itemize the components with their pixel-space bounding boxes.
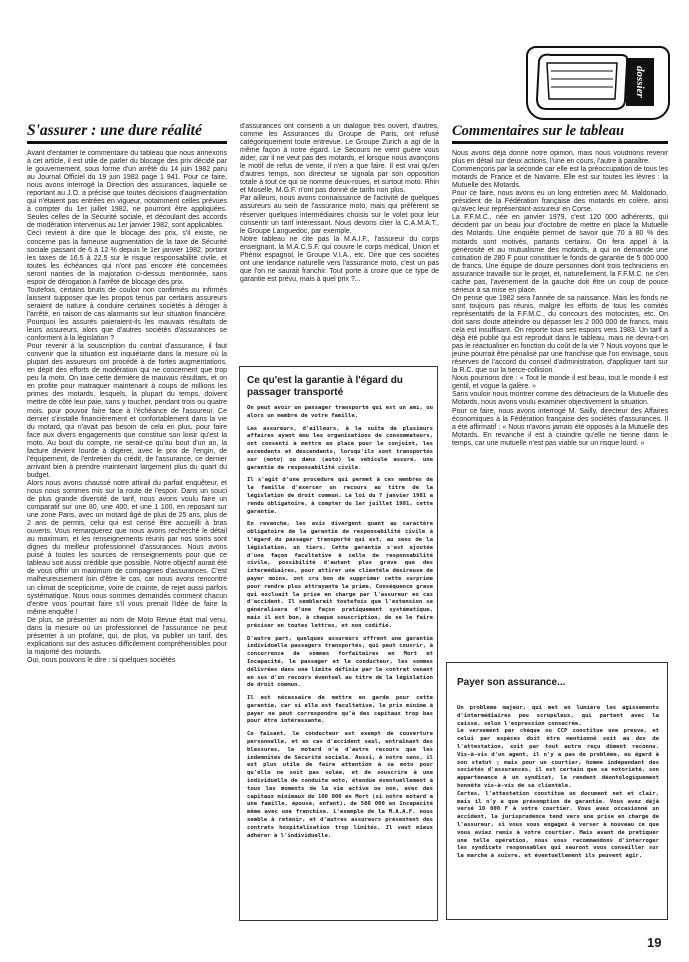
paragraph: De plus, se présenter au nom de Moto Revue était mal venu, dans la mesure où un professionnel de l'assurance ne peut présenter à un profane, qui, de plus, va publier un tarif, des explications sur des astuces difficilement compréhensibles pour la majorité des motards.	[27, 616, 227, 656]
paragraph: Nous pourrions dire : « Tout le monde il est beau, tout le monde il est gentil, et vogue la galère. »	[452, 375, 668, 391]
box-body	[457, 705, 659, 915]
paragraph: d'assurances ont consenti à un dialogue très ouvert, d'autres, comme les Assurances du Groupe de Paris, ont refusé catégoriquement toute entrevue. Le Groupe Zurich a agi de la même façon à notre égard. Le Secours ne vient guère vous aider, car il ne veut pas des motards, et lorsque nous avançons le motif de refus de vente, il n'en a que faire. Il est vrai qu'en d'autres temps, son directeur se signala par son opposition totale à tout ce qui se nomme deux-roues, et surtout moto. Rhin et Moselle, M.G.F. n'ont pas donné de tarifs non plus.	[240, 123, 439, 195]
sidebar-box-passenger-guarantee	[239, 366, 438, 921]
paragraph: Ce faisant, le conducteur est exempt de couverture personnelle, et en cas d'accident seul, entraînant des blessures, le motard n'a d'autre recours que les indemnités de Sécurité sociale. Aussi, à notre sens, il est plus utile de faire attention à sa moto pour qu'elle ne soit pas volée, et de souscrire à une individuelle de conduite moto, étendue éventuellement à tous les moments de la vie active ou non, avec des capitaux minimaux de 100 000 en Mort (si notre motard a une famille, épouse, enfant), de 500 000 en Incapacité même avec une franchise. L'exemple de la M.A.A.F. nous semble à retenir, et d'autres assureurs présentent des contrats hospitalisation trop limités. Il vaut mieux adhérer à l'individuelle.	[247, 731, 433, 839]
paragraph: Alors nous avons chaussé notre attirail du parfait enquêteur, et nous nous sommes mis sur la route de l'espoir. Dans un souci de plus grande diversité de tarif, nous avons voulu faire un comparatif sur une 80, une 400, et une 1 100, en reposant sur une zone Paris, avec un motard âgé de plus de 25 ans, plus de 2 ans de permis, celui qui est censé être accueilli à bras ouverts. Vous remarquerez que nous avons recherché le détail au maximum, et les renseignements réunis par nos soins sont dignes du meilleur professionnel d'assurances. Nous avons puisé à toutes les sources de renseignements pour que ce tableau soit aussi crédible que possible. Notre objectif aurait été de vous offrir un maximum de compagnies d'assurances. C'est malheureusement loin d'être le cas, car nous avons rencontré un climat de scepticisme, voire de crainte, de rejet aussi parfois systématique. Nous nous sommes demandés comment chacun d'entre vous pourrait faire s'il vous prenait l'idée de faire la même enquête !	[27, 479, 227, 616]
paragraph: Il s'agit d'une procédure qui permet à ces membres de la famille d'exercer un recours au titre de la législation de droit commun. La loi du 7 janvier 1981 a rendu obligatoire, à compter du 1er juillet 1981, cette garantie.	[247, 477, 433, 515]
paragraph: Il est nécessaire de mettre en garde pour cette garantie, car si elle est facultative, le prix minime à payer ne peut correspondre qu'à des capitaux trop bas pour être intéressante.	[247, 695, 433, 725]
sidebar-box-paying-insurance	[446, 662, 668, 920]
paragraph: Oui, nous pouvons le dire : si quelques sociétés	[27, 656, 176, 664]
paragraph: Toutefois, certains bruits de couloir non confirmés ou infirmés laissent supposer que les propos tenus par certains assureurs seraient de nature à conduire certaines sociétés à déroger à l'arrêté, en raison de cas alarmants sur leur situation financière. Pourquoi les assurés paieraient-ils les mauvais résultats de leurs assureurs, alors que d'autres sociétés d'assurances se conforment à la législation ?	[27, 286, 227, 343]
paragraph: En revanche, les avis divergent quant au caractère obligatoire de la garantie de responsabilité civile à l'égard du passager transporté qui est, au sens de la législation, un tiers. Cette garantie s'est ajoutée d'une façon facultative à celle de responsabilité civile, possibilité d'autant plus grave que des intermédiaires, pour attirer une clientèle désireuse de payer moins, ont cru bon de supprimer cette surprime pour rendre plus attrayante la prime. Conséquence grave qui excluait la prise en charge par l'assureur en cas d'accident. Il semblerait toutefois que l'extension se généralisera d'une façon pratiquement systématique, mais il est bon, à chaque souscription, de se le faire préciser en toutes lettres, et non codifié.	[247, 521, 433, 629]
paragraph: Certes, l'attestation constitue un document net et clair, mais il n'y a que présomption de garantie. Vous avez déjà versé 10 000 F à votre courtier. Vous avez occasionné un accident, la jurisprudence tend vers une prise en charge de l'assureur, si vous vous engagez à verser à nouveau ce que vous aviez remis à votre courtier. Mais avant de pratiquer une telle opération, nous vous recommandons d'interroger les syndicats responsables qui sauront vous conseiller sur la marche à suivre, et éventuellement ils peuvent agir.	[457, 790, 659, 860]
left-column	[27, 150, 227, 942]
page-number: 19	[647, 935, 662, 950]
paragraph: Notre tableau ne cite pas la M.A.I.F., l'assureur du corps enseignant, la M.A.C.S.F. qui couvre le corps médical, Union et Phénix espagnol, le Groupe V.I.A., etc. Dire que ces sociétés ont une tendance naturelle vers l'assurance moto, c'est un pas que l'on ne saurait franchir. Tout porte à croire que ce type de garantie est prévu, mais à quel prix ?...	[240, 235, 439, 283]
paragraph: Pour ce faire, nous avons eu un long entretien avec M. Maldonado, président de la Fédération française des motards en colère, ainsi qu'avec leur représentant-assureur en Corse.	[452, 190, 668, 214]
section-title: Commentaires sur le tableau	[452, 123, 625, 139]
right-column	[452, 150, 668, 650]
paragraph: Par ailleurs, nous avons connaissance de l'activité de quelques assureurs au sein de l'assurance moto, mais qui préfèrent se réserver quelques intermédiaires choisis sur le volet pour leur consentir un tarif intéressant. Nous devons citer la C.A.M.A.T., le Groupe Languedoc, par exemple.	[240, 195, 439, 235]
dossier-logo-word: dossier	[626, 58, 654, 106]
article-title: S'assurer : une dure réalité	[27, 122, 202, 139]
paragraph: Le versement par chèque ou CCP constitue une preuve, et celui par espèces doit être mentionné soit au dos de l'attestation, soit par tout autre reçu dûment reconnu. Vis-à-vis d'un agent, il n'y a pas de problème, eu égard à son statut ; mais pour un courtier, homme indépendant des sociétés d'assurances, il est certain que sa notoriété, son appartenance à un syndicat, le rendent déontologiquement honnête vis-à-vis de sa clientèle.	[457, 728, 659, 789]
paragraph: Les assureurs, d'ailleurs, à la suite de plusieurs affaires ayant ému les organisations de consommateurs, ont consenti à mettre en place pour le conjoint, les ascendants et descendants, lorsqu'ils sont transportés sur (moto) ou dans (auto) le véhicule assuré, une garantie de responsabilité civile.	[247, 425, 433, 471]
box-title: Ce qu'est la garantie à l'égard du passager transporté	[247, 375, 403, 398]
paragraph: D'autre part, quelques assureurs offrent une garantie individuelle passagers transportés, qui peut couvrir, à concurrence de sommes forfaitaires en Mort et Incapacité, le passager et le conducteur, les sommes délivrées dans une limite définie par le contrat venant en sus d'un recours éventuel au titre de la législation de droit commun.	[247, 635, 433, 689]
paragraph: Commençons par la seconde car elle est la préoccupation de tous les motards de France et de Navarre. Elle est sur toutes les lèvres : la Mutuelle des Motards.	[452, 166, 668, 190]
paragraph: Avant d'entamer le commentaire du tableau que nous annexons à cet article, il est utile de parler du blocage des prix décidé par le gouvernement, sous forme d'un arrêté du 14 juin 1982 paru au Journal Officiel du 19 juin 1982 page 1 941. Pour ce faire, nous avons interrogé la Direction des assurances, laquelle se reportant au J.O. a précisé que toutes décisions d'augmentation qui n'étaient pas entrées en vigueur, notamment celles prévues à compter du 1er juillet 1982, ne pourront être appliquées. Seules celles de la Sécurité sociale, et découlant des accords de modération intervenus au 1er janvier 1982, sont applicables.	[27, 150, 227, 230]
paragraph: Un problème majeur, qui met en lumière les agissements d'intermédiaires peu scrupuleux, qui partent avec la caisse, selon l'expression consacrée.	[457, 705, 659, 727]
paragraph: On pense que 1982 sera l'année de sa naissance. Mais les fonds ne sont toujours pas réunis, malgré les efforts de tous les comités représentatifs de la F.F.M.C., du concours des motocistes, etc. On doit sans doute atteindre ou dépasser les 2 000 000 de francs, mais cela est insuffisant. On reporte tous ses espoirs vers 1983. Un tarif a déjà été publié qui est reproduit dans le tableau, mais ne devra-t-on pas le réactualiser en fonction du coût de la vie ? Nous voyons que le jeune pourrait être pénalisé par une franchise que l'on envisage, sous réserves de l'accord du conseil d'administration, d'appliquer tant sur la R.C. que sur la tierce-collision.	[452, 294, 668, 375]
paragraph: Ceci revient à dire que le blocage des prix, s'il existe, ne concerne pas la fameuse augmentation de la taxe de Sécurité sociale passant de 6 à 12 % depuis le 1er janvier 1982, portant les taxes de 16,5 à 22,5 sur le risque responsabilité civile, et toutes les échéances qui n'ont pas encore été concernées seront nanties de la majoration ci-dessus mentionnée, sans espoir de dérogation à l'arrêté de blocage des prix.	[27, 230, 227, 286]
paragraph: Pour revenir à la souscription du contrat d'assurance, il faut convenir que la situation est inquiétante dans la mesure où la plupart des assureurs ont procédé à de fortes augmentations, en dépit des efforts de modération qui ne concernent que trop peu la moto. On taxe cette dernière de mauvais résultats, et on en profite pour matraquer maintenant à coups de millions les primes des motards, lesquels, la plupart du temps, doivent mettre de côté leur paie, sans y toucher, pendant trois ou quatre mois, pour pouvoir faire face à l'échéance de l'assureur. Ce dernier s'installe financièrement et confortablement dans la vie du motard, qui n'avait pas besoin de cela en plus, pour faire face aux divers engagements que constitue son loisir qu'est la moto. Au bout du compte, ne serait-ce qu'au bout d'un an, la facture devient lourde à digérer, avec le prix de l'engin, de l'équipement, de l'entretien du crédit, de l'assurance, ce dernier arrivant bien à prendre maintenant largement plus du quart du budget.	[27, 343, 227, 479]
paragraph: Nous avons déjà donné notre opinion, mais nous voudrions revenir plus en détail sur deux actions, l'une en cours, l'autre à paraître.	[452, 150, 668, 166]
paragraph: Sans vouloir nous montrer comme des détracteurs de la Mutuelle des Motards, nous avons voulu examiner objectivement la situation.	[452, 391, 668, 407]
box-title: Payer son assurance...	[457, 677, 566, 688]
title-rule	[27, 141, 227, 144]
paragraph: On peut avoir un passager transporté qui est un ami, ou alors un membre de votre famille.	[247, 405, 433, 419]
paragraph: La F.F.M.C., née en janvier 1979, c'est 120 000 adhérents, qui décident par un beau jour d'octobre de mettre en place la Mutuelle des Motards. Une enquête permet de savoir que 70 à 80 % des motards sont motivés, partants certains. On fera appel à la générosité et au mutualisme des motards, à qui on demande une cotisation de 280 F pour constituer le fonds de garantie de 5 000 000 de francs. Une équipe de douze personnes dont trois techniciens en assurance travaille sur le projet, et, naturellement, la F.F.M.C. ne s'en cache pas, l'avènement de la gauche doit être un coup de pouce sérieux à sa mise en place.	[452, 214, 668, 294]
box-body	[247, 405, 433, 917]
middle-column	[240, 123, 439, 359]
title-rule	[452, 141, 668, 144]
paragraph: Pour ce faire, nous avons interrogé M. Sailly, directeur des Affaires économiques à la Fédération française des sociétés d'assurances. Il a été affirmatif : « Nous n'avons jamais été opposés à la Mutuelle des Motards. En revanche il est à craindre qu'elle ne tienne dans le temps, car une mutuelle n'est pas viable sur un risque lourd. »	[452, 407, 668, 447]
